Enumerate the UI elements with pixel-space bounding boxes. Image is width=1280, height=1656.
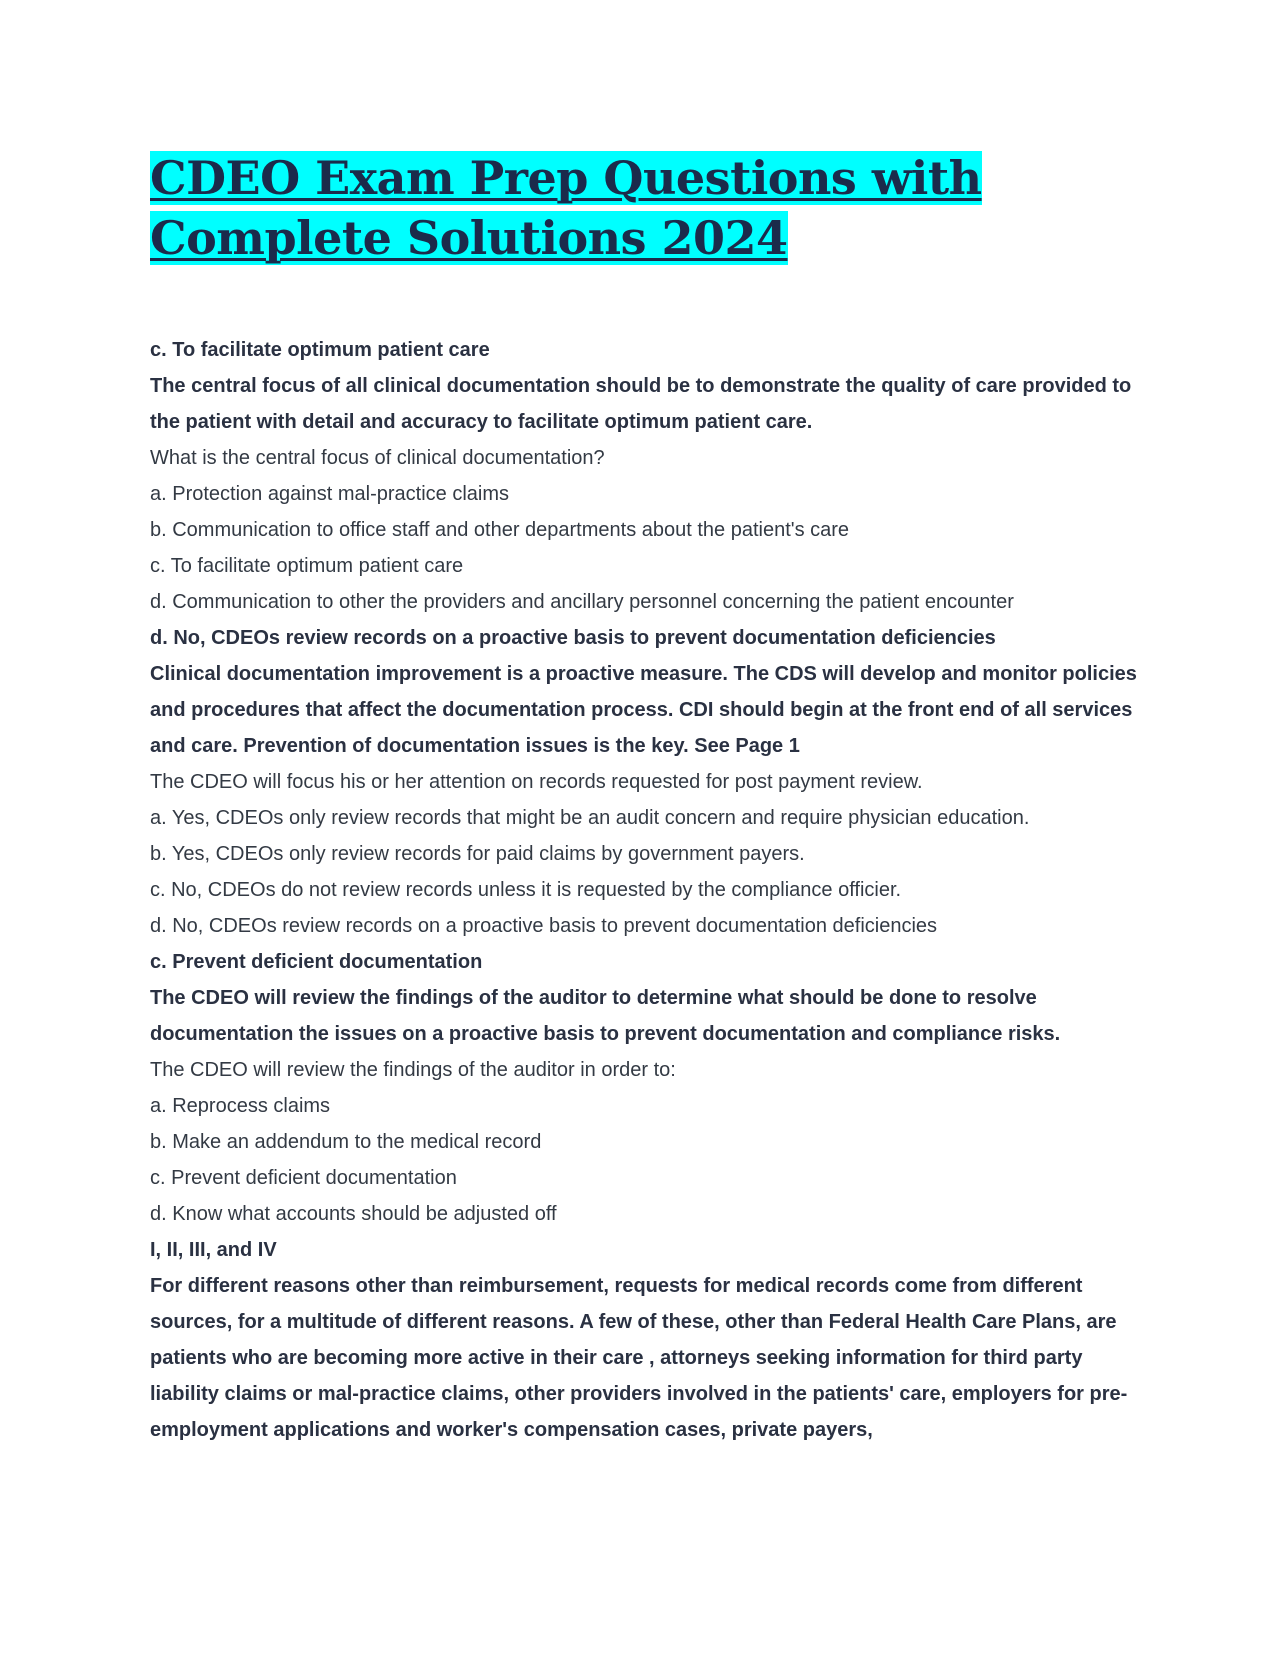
- question-line: The CDEO will review the findings of the auditor in order to:: [150, 1059, 676, 1081]
- option-line: b. Communication to office staff and other departments about the patient's care: [150, 519, 850, 541]
- option-line: d. Know what accounts should be adjusted off: [150, 1203, 557, 1225]
- option-line: c. No, CDEOs do not review records unless it is requested by the compliance officier.: [150, 879, 902, 901]
- answer-line: c. Prevent deficient documentation: [150, 951, 483, 973]
- option-line: c. Prevent deficient documentation: [150, 1167, 457, 1189]
- option-line: a. Yes, CDEOs only review records that might be an audit concern and require physician education.: [150, 807, 1030, 829]
- document-page: [150, 148, 1150, 1448]
- option-line: d. No, CDEOs review records on a proactive basis to prevent documentation deficiencies: [150, 915, 938, 937]
- answer-line: I, II, III, and IV: [150, 1239, 277, 1261]
- answer-line: d. No, CDEOs review records on a proactive basis to prevent documentation deficiencies: [150, 627, 996, 649]
- option-line: b. Yes, CDEOs only review records for paid claims by government payers.: [150, 843, 805, 865]
- question-line: The CDEO will focus his or her attention on records requested for post payment review.: [150, 771, 923, 793]
- explanation-paragraph: For different reasons other than reimbursement, requests for medical records come from different sources, for a multitude of different reasons. A few of these, other than Federal Health Care Plans, are patients who are becoming more active in their care , attorneys seeking information for third party liability claims or mal-practice claims, other providers involved in the patients' care, employers for pre-employment applications and worker's compensation cases, private payers,: [150, 1275, 1128, 1441]
- question-line: What is the central focus of clinical documentation?: [150, 447, 605, 469]
- document-title-text: CDEO Exam Prep Questions with Complete Solutions 2024: [150, 151, 982, 265]
- document-content: [150, 332, 1150, 1448]
- option-line: b. Make an addendum to the medical record: [150, 1131, 542, 1153]
- explanation-paragraph: The CDEO will review the findings of the auditor to determine what should be done to resolve documentation the issues on a proactive basis to prevent documentation and compliance risks.: [150, 987, 1061, 1045]
- option-line: c. To facilitate optimum patient care: [150, 555, 464, 577]
- option-line: a. Reprocess claims: [150, 1095, 331, 1117]
- option-line: a. Protection against mal-practice claims: [150, 483, 510, 505]
- explanation-paragraph: Clinical documentation improvement is a proactive measure. The CDS will develop and monitor policies and procedures that affect the documentation process. CDI should begin at the front end of all services and care. Prevention of documentation issues is the key. See Page 1: [150, 663, 1137, 757]
- explanation-paragraph: The central focus of all clinical documentation should be to demonstrate the quality of care provided to the patient with detail and accuracy to facilitate optimum patient care.: [150, 375, 1132, 433]
- answer-line: c. To facilitate optimum patient care: [150, 339, 490, 361]
- option-line: d. Communication to other the providers and ancillary personnel concerning the patient encounter: [150, 591, 1014, 613]
- document-title: [150, 148, 1150, 268]
